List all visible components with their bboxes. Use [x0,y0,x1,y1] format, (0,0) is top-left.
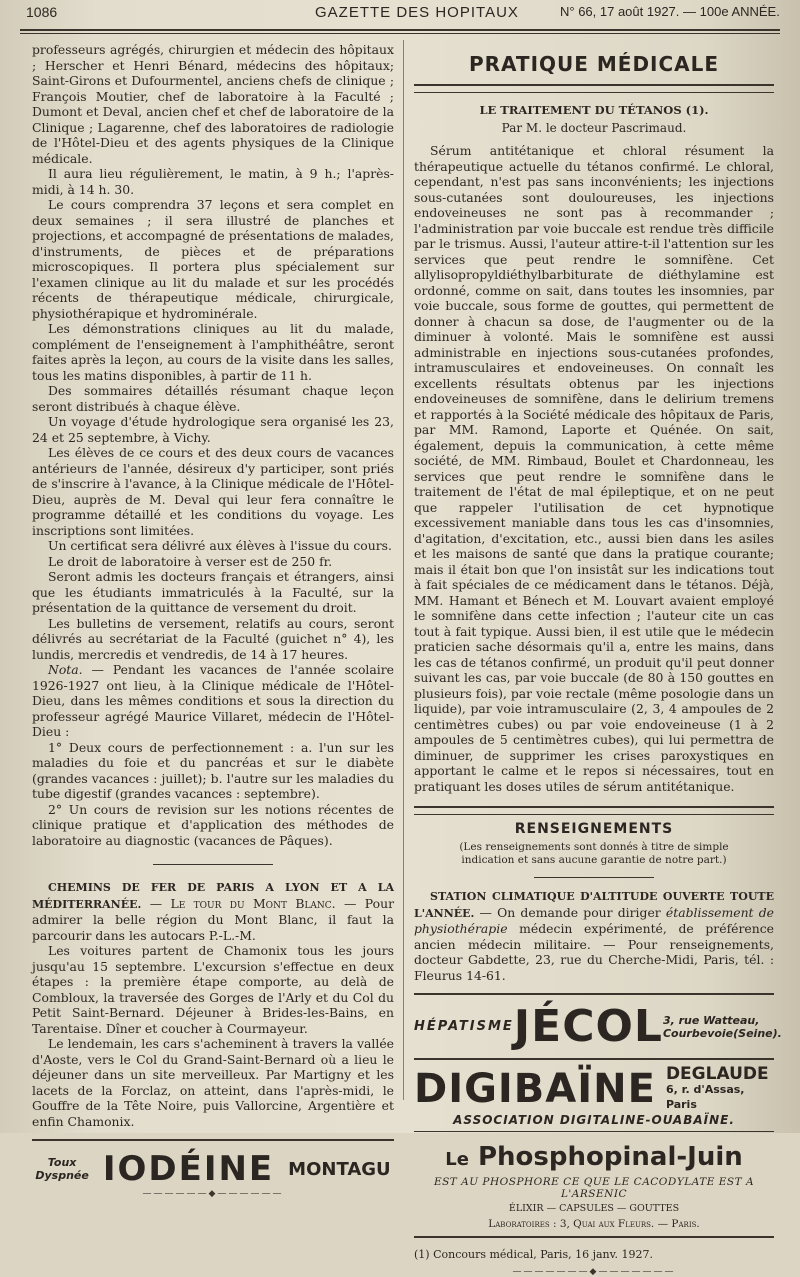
rail-paragraph [32,879,394,943]
renseignements-subtitle: (Les renseignements sont donnés à titre de simple indication et sans aucune garantie de notre part.) [459,841,729,866]
station-heading: STATION CLIMATIQUE D'ALTITUDE OUVERTE TOUTE L'ANNÉE. [414,890,774,920]
journal-title: GAZETTE DES HOPITAUX [315,4,519,21]
section-rule [414,806,774,808]
paragraph: Les élèves de ce cours et des deux cours de vacances antérieurs de l'année, désireux d'y participer, sont priés de s'inscrire à l'avance, à la Clinique médicale de l'Hôtel-Dieu, auprès de M. Deval qui leur fera connaître le programme détaillé et les conditions du voyage. Les inscriptions sont limitées. [32,445,394,538]
page-number: 1086 [26,4,58,20]
station-ad [414,888,774,983]
section-rule [534,877,654,878]
ornament-rule: ——————◆—————— [142,1189,284,1199]
ad-brand-maker: MONTAGU [288,1158,391,1180]
jecol-brand: JÉCOL [513,1001,663,1052]
phos-forms: ÉLIXIR — CAPSULES — GOUTTES [508,1203,680,1214]
paragraph: Le droit de laboratoire à verser est de 250 fr. [48,553,333,569]
rail-subheading: — Le tour du Mont Blanc. [141,895,336,911]
paragraph: 1° Deux cours de perfectionnement : a. l'un sur les maladies du foie et du pancréas et sur le diabète (grandes vacances : juillet); b. l'autre sur les maladies du tube digestif (grandes vacances : septembre). [32,739,394,801]
left-column [32,42,394,1199]
page-header [20,0,780,28]
phos-le: Le [445,1149,469,1170]
paragraph: Il aura lieu régulièrement, le matin, à 9 h.; l'après-midi, à 14 h. 30. [32,166,394,197]
station-text-2: médecin expérimenté, de préférence ancien médecin militaire. — Pour renseignements, docteur Gabdette, 23, rue du Cherche-Midi, Paris, tél. : Fleurus 14-61. [414,921,774,983]
jecol-address-1: 3, rue Watteau, [662,1013,760,1027]
section-rule-thin [414,814,774,815]
footnote: (1) Concours médical, Paris, 16 janv. 1927. [414,1248,654,1261]
rail-heading: CHEMINS DE FER DE PARIS A LYON ET A LA MÉDITERRANÉE. [32,881,394,911]
paragraph: Des sommaires détaillés résumant chaque leçon seront distribués à chaque élève. [32,383,394,414]
jecol-address [663,1014,782,1040]
ad-rule [414,993,774,995]
phos-brand: Phosphopinal-Juin [477,1142,743,1172]
jecol-address-2: Courbevoie(Seine). [662,1026,782,1040]
digibaine-brand: DIGIBAÏNE [414,1066,656,1112]
ad-rule [414,1058,774,1060]
ornament-rule: ———————◆——————— [512,1267,676,1277]
paragraph: 2° Un cours de revision sur les notions récentes de clinique pratique et d'application des méthodes de laboratoire au diagnostic (vacances de Pâques). [32,801,394,848]
jecol-left: HÉPATISME [414,1019,514,1034]
phosphopinal-ad [414,1142,774,1172]
digibaine-assoc: ASSOCIATION DIGITALINE-OUABAÏNE. [453,1113,735,1127]
paragraph: Les voitures partent de Chamonix tous les jours jusqu'au 15 septembre. L'excursion s'effectue en deux étapes : la première étape comporte, au delà de Combloux, la traversée des Gorges de l'Arly et du Col du Petit Saint-Bernard. Déjeuner à Brides-les-Bains, en Tarentaise. Dîner et coucher à Courmayeur. [32,943,394,1036]
article-title: LE TRAITEMENT DU TÉTANOS (1). [479,103,709,117]
ad-rule [414,1131,774,1132]
column-divider [403,40,404,1100]
nota-lead: Nota. [48,662,83,677]
paragraph [32,662,394,740]
header-rule-thin [20,33,780,34]
ad-rule [32,1139,394,1141]
paragraph: Le lendemain, les cars s'acheminent à travers la vallée d'Aoste, vers le Col du Grand-Saint-Bernard où a lieu le déjeuner dans un site merveilleux. Par Martigny et les lacets de la Forclaz, on atteint, dans l'après-midi, le Gouffre de la Tête Noire, puis Vallorcine, Argentière et enfin Chamonix. [32,1036,394,1129]
jecol-ad [414,1001,782,1052]
digibaine-ad [414,1063,774,1112]
ad-toux: Toux [47,1156,77,1169]
paragraph: professeurs agrégés, chirurgien et médecin des hôpitaux ; Herscher et Henri Bénard, médecins des hôpitaux; Saint-Girons et Dufourmentel, anciens chefs de clinique ; François Moutier, chef de laboratoire à la Faculté ; Dumont et Deval, ancien chef et chef de laboratoire de la Clinique ; Lagarenne, chef des laboratoires de radiologie de l'Hôtel-Dieu et des agents physiques de la Clinique médicale. [32,42,394,166]
ad-rule [414,1236,774,1238]
right-column [414,42,782,1277]
paragraph: Seront admis les docteurs français et étrangers, ainsi que les étudiants immatriculés à la Faculté, sur la présentation de la quittance de versement du droit. [32,569,394,615]
rail-text: — Pour admirer la belle région du Mont Blanc, il faut la parcourir dans les autocars P.-L.-M. [32,895,395,943]
iodeine-ad [32,1149,394,1189]
ad-symptoms [35,1156,88,1182]
issue-info: N° 66, 17 août 1927. — 100e ANNÉE. [560,4,780,19]
phos-lab: Laboratoires : 3, Quai aux Fleurs. — Paris. [488,1218,700,1230]
header-rule [20,29,780,31]
byline: Par M. le docteur Pascrimaud. [501,121,687,135]
paragraph: Les bulletins de versement, relatifs au cours, seront délivrés au secrétariat de la Faculté (guichet n° 4), les lundis, mercredis et vendredis, de 14 à 17 heures. [32,615,394,662]
section-title: PRATIQUE MÉDICALE [468,52,720,76]
station-italic: établissement de physiothérapie [414,904,774,936]
phos-tagline: EST AU PHOSPHORE CE QUE LE CACODYLATE EST A L'ARSENIC [433,1176,755,1200]
ad-brand: IODÉINE [102,1149,275,1189]
digibaine-maker-name: DEGLAUDE [665,1063,769,1084]
article-body: Sérum antitétanique et chloral résument la thérapeutique actuelle du tétanos confirmé. Le chloral, cependant, n'est pas sans inconvénients; les injections sous-cutanées sont douloureuses, les injections endoveineuses ne sont pas à recommander ; l'administration par voie buccale est rendue très difficile par le trismus. Aussi, l'auteur attire-t-il l'attention sur les services que peut rendre le somnifène. Cet allylisopropyldiéthylbarbiturate de diéthylamine est ordonné, comme on sait, dans toutes les insomnies, par voie buccale, sous forme de gouttes, qui permettent de donner à chacun sa dose, de l'augmenter ou de la diminuer à volonté. Mais le somnifène est aussi administrable en injections sous-cutanées profondes, intramusculaires et endoveineuses. On connaît les excellents résultats obtenus par les injections endoveineuses de somnifène, dans le delirium tremens et rapportés à la Société médicale des hôpitaux de Paris, par MM. Ramond, Laporte et Quénée. On sait, également, depuis la communication, à cette même société, de MM. Rimbaud, Boulet et Chardonneau, les services que peut rendre le somnifène dans le traitement de l'état de mal épileptique, et on ne peut que rappeler l'utilisation de cet hypnotique excessivement maniable dans tous les cas d'insomnies, d'agitation, d'excitation, etc., aussi bien dans les asiles et les maisons de santé que dans la pratique courante; mais il était bon que l'on insistât sur les indications tout à fait spéciales de ce médicament dans le tétanos. Déjà, MM. Hamant et Bénech et M. Louvart avaient employé le somnifène dans cette infection ; l'auteur cite un cas tout à fait typique. Aussi bien, il est utile que le médecin praticien sache désormais qu'il a, entre les mains, dans les cas de tétanos confirmé, un produit qu'il peut donner suivant les cas, par voie buccale (de 80 à 150 gouttes en plusieurs fois), par voie rectale (même posologie dans un liquide), par voie intramusculaire (2, 3, 4 ampoules de 2 centimètres cubes) ou par voie endoveineuse (1 à 2 ampoules de 5 centimètres cubes), qui lui permettra de diminuer, de supprimer les crises paroxystiques en apportant le calme et le repos si nécessaires, tout en pratiquant les doses utiles de sérum antitétanique. [414,143,774,794]
digibaine-maker [665,1063,774,1112]
paragraph: Les démonstrations cliniques au lit du malade, complément de l'enseignement à l'amphithéâtre, seront faites après la leçon, au cours de la visite dans les salles, tous les matins disponibles, à partir de 11 h. [32,321,394,383]
section-rule-thin [414,92,774,93]
nota-text: — Pendant les vacances de l'année scolaire 1926-1927 ont lieu, à la Clinique médicale de l'Hôtel-Dieu, dans les mêmes conditions et sous la direction du professeur agrégé Maurice Villaret, médecin de l'Hôtel-Dieu : [32,662,394,739]
digibaine-maker-addr: 6, r. d'Assas, Paris [665,1082,745,1111]
paragraph: Un certificat sera délivré aux élèves à l'issue du cours. [48,538,392,553]
station-text: — On demande pour diriger [474,904,666,920]
paragraph: Un voyage d'étude hydrologique sera organisé les 23, 24 et 25 septembre, à Vichy. [32,414,394,445]
section-rule [153,864,273,865]
paragraph: Le cours comprendra 37 leçons et sera complet en deux semaines ; il sera illustré de planches et projections, et accompagné de présentations de malades, d'instruments, de pièces et de préparations microscopiques. Il portera plus spécialement sur l'examen clinique au lit du malade et sur les procédés récents de thérapeutique médicale, chirurgicale, physiothérapique et hydrominérale. [32,197,394,321]
ad-dyspnee: Dyspnée [35,1169,89,1182]
section-rule [414,84,774,86]
renseignements-title: RENSEIGNEMENTS [514,821,674,837]
